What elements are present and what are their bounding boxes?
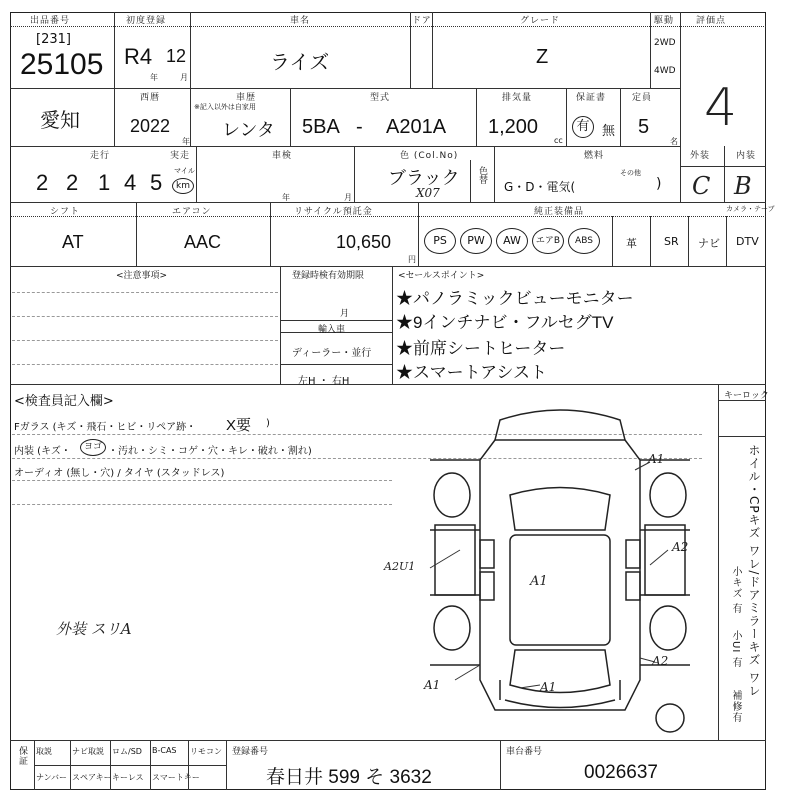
- lot-sub: [231]: [36, 32, 71, 47]
- car-name: ライズ: [270, 52, 330, 74]
- door-label: ドア: [412, 16, 432, 26]
- drive-2wd: 2WD: [654, 38, 676, 48]
- mileage-digit-2: 2: [66, 170, 79, 195]
- keylock-column-4: 補修有: [730, 690, 741, 723]
- reg-month: 12: [166, 46, 187, 66]
- mileage-digit-3: 1: [98, 170, 111, 195]
- model-year-label: 西暦: [140, 93, 161, 103]
- inspection-label: 車検: [272, 151, 293, 161]
- inspector-line2-rest: ・汚れ・シミ・コゲ・穴・キレ・破れ・割れ): [108, 446, 312, 457]
- sales-point-3: ★前席シートヒーター: [396, 339, 566, 358]
- camera-label: カメラ・テーブ: [726, 205, 775, 213]
- fuel-label: 燃料: [584, 151, 605, 161]
- damage-label-5: A2: [652, 654, 669, 668]
- model-code: A201A: [386, 116, 447, 138]
- caution-label: <注意事項>: [116, 271, 168, 281]
- import-type: ディーラー・並行: [292, 348, 372, 359]
- inspector-line2-mark: ヨゴ: [80, 439, 106, 456]
- fuel-other-label: その他: [620, 169, 641, 177]
- inspection-valid-label: 登録時検有効期限: [292, 271, 365, 281]
- model-year: 2022: [130, 116, 171, 136]
- reg-era: R4: [124, 44, 153, 69]
- equipment-plain-4: DTV: [736, 235, 759, 248]
- keylock-label: キーロック: [724, 391, 769, 401]
- damage-label-4: A1: [530, 574, 548, 589]
- interior-grade: B: [734, 172, 752, 200]
- inspector-title: <検査員記入欄>: [14, 394, 114, 409]
- drive-label: 駆動: [654, 16, 675, 26]
- color-code: X07: [416, 186, 440, 200]
- equipment-circled-4: エアB: [532, 228, 564, 254]
- exterior-grade: C: [692, 172, 711, 200]
- equipment-plain-3: ナビ: [698, 237, 720, 250]
- color: ブラック: [388, 168, 460, 188]
- car-name-label: 車名: [290, 16, 311, 26]
- color-label: 色 (Col.No): [400, 151, 459, 161]
- cc-label: 排気量: [502, 93, 533, 103]
- inspector-line1-mark: X要: [226, 417, 252, 434]
- footer-item-top-5: リモコン: [190, 747, 222, 756]
- exterior-label: 外装: [690, 151, 711, 161]
- lot-label: 出品番号: [30, 16, 71, 26]
- damage-label-6: A1: [424, 678, 441, 692]
- footer-left-label: 保証: [17, 746, 27, 766]
- fuel-options: G・D・電気(: [504, 180, 576, 194]
- keylock-column-1: ホイル・CPキズ ワレ/ドアミラーキズ ワレ: [747, 444, 761, 698]
- sales-point-4: ★スマートアシスト: [396, 363, 547, 382]
- inspection-year-mark: 年: [282, 193, 290, 202]
- steering: 左H ・ 右H: [298, 376, 350, 387]
- shift-label: シフト: [50, 207, 81, 217]
- score: 4: [704, 78, 738, 138]
- car-diagram: [410, 400, 710, 740]
- seats-label: 定員: [632, 93, 653, 103]
- km-circle: km: [172, 178, 194, 194]
- damage-label-2: A2: [672, 540, 689, 554]
- equipment-plain-2: SR: [664, 235, 679, 248]
- mileage-digit-4: 4: [124, 170, 137, 195]
- plate-label: 登録番号: [232, 747, 269, 757]
- grade-label: グレード: [520, 16, 561, 26]
- inspector-line2: 内装 (キズ・: [14, 446, 71, 457]
- region: 愛知: [40, 110, 80, 132]
- usage: レンタ: [222, 120, 275, 140]
- sales-point-1: ★パノラミックビューモニター: [396, 289, 634, 308]
- usage-sub: ※記入以外は自家用: [194, 103, 256, 111]
- first-reg-label: 初度登録: [126, 16, 167, 26]
- cc: 1,200: [488, 116, 539, 138]
- model-prefix: 5BA: [302, 116, 340, 138]
- plate: 春日井 599 そ 3632: [266, 767, 432, 788]
- month-unit: 月: [180, 73, 188, 82]
- keylock-column-2: 小キズ 有: [730, 566, 741, 615]
- equipment-circled-5: ABS: [568, 228, 600, 254]
- footer-item-bottom-4: スマートキー: [152, 773, 200, 782]
- chassis-label: 車台番号: [506, 747, 543, 757]
- footer-item-top-1: 取説: [36, 747, 52, 756]
- footer-item-top-4: B-CAS: [152, 746, 177, 755]
- color-change-label: 色替: [477, 166, 487, 184]
- cc-unit: cc: [554, 136, 563, 145]
- footer-item-top-3: ロム/SD: [112, 747, 142, 756]
- damage-label-3: A2U1: [384, 560, 416, 573]
- inspector-line3: オーディオ (無し・穴) / タイヤ (スタッドレス): [14, 468, 225, 479]
- recycle-fee: 10,650: [336, 232, 392, 252]
- equipment-label: 純正装備品: [534, 207, 585, 217]
- inspection-month-mark: 月: [344, 193, 352, 202]
- warranty-no: 無: [602, 124, 616, 139]
- mileage-digit-1: 2: [36, 170, 49, 195]
- equipment-circled-1: PS: [424, 228, 456, 254]
- lot-number: 25105: [20, 48, 104, 81]
- footer-item-bottom-1: ナンバー: [36, 773, 68, 782]
- shift: AT: [62, 232, 84, 252]
- interior-label: 内装: [736, 151, 757, 161]
- footer-item-bottom-3: キーレス: [112, 773, 144, 782]
- grade: Z: [536, 46, 549, 68]
- seats-unit: 名: [670, 137, 678, 146]
- valid-month-mark: 月: [340, 309, 350, 319]
- mileage-label: 走行: [90, 151, 111, 161]
- equipment-circled-2: PW: [460, 228, 492, 254]
- equipment-plain-1: 革: [626, 237, 637, 250]
- model-dash: -: [356, 116, 363, 138]
- keylock-column-3: 小UI 有: [730, 630, 741, 669]
- damage-label-7: A1: [540, 680, 557, 694]
- warranty-yes-circle: 有: [572, 116, 594, 138]
- inspector-line1-suffix: ): [266, 418, 270, 429]
- drive-4wd: 4WD: [654, 66, 676, 76]
- sales-point-2: ★9インチナビ・フルセグTV: [396, 313, 614, 332]
- import-label: 輸入車: [318, 325, 346, 335]
- equipment-circled-3: AW: [496, 228, 528, 254]
- fuel-close: ): [656, 176, 662, 192]
- seats: 5: [638, 116, 650, 138]
- chassis: 0026637: [584, 762, 658, 783]
- score-label: 評価点: [696, 16, 727, 26]
- year-mark: 年: [182, 137, 190, 146]
- ac-label: エアコン: [172, 207, 212, 217]
- model-label: 型式: [370, 93, 391, 103]
- yen: 円: [408, 255, 416, 264]
- mileage-digit-5: 5: [150, 170, 163, 195]
- meter-label: 実走: [170, 151, 191, 161]
- footer-item-top-2: ナビ取説: [72, 747, 104, 756]
- ac: AAC: [184, 232, 222, 252]
- usage-label: 車歴: [236, 93, 257, 103]
- mile-label: マイル: [174, 167, 195, 175]
- damage-label-1: A1: [648, 452, 665, 466]
- inspector-handwritten: 外装 スリA: [56, 620, 132, 638]
- sales-label: <セールスポイント>: [398, 271, 485, 281]
- warranty-label: 保証書: [576, 93, 607, 103]
- inspector-line1: Fガラス (キズ・飛石・ヒビ・リペア跡・: [14, 422, 197, 433]
- footer-item-bottom-2: スペアキー: [72, 773, 112, 782]
- recycle-label: リサイクル預託金: [294, 207, 373, 217]
- year-unit: 年: [150, 73, 158, 82]
